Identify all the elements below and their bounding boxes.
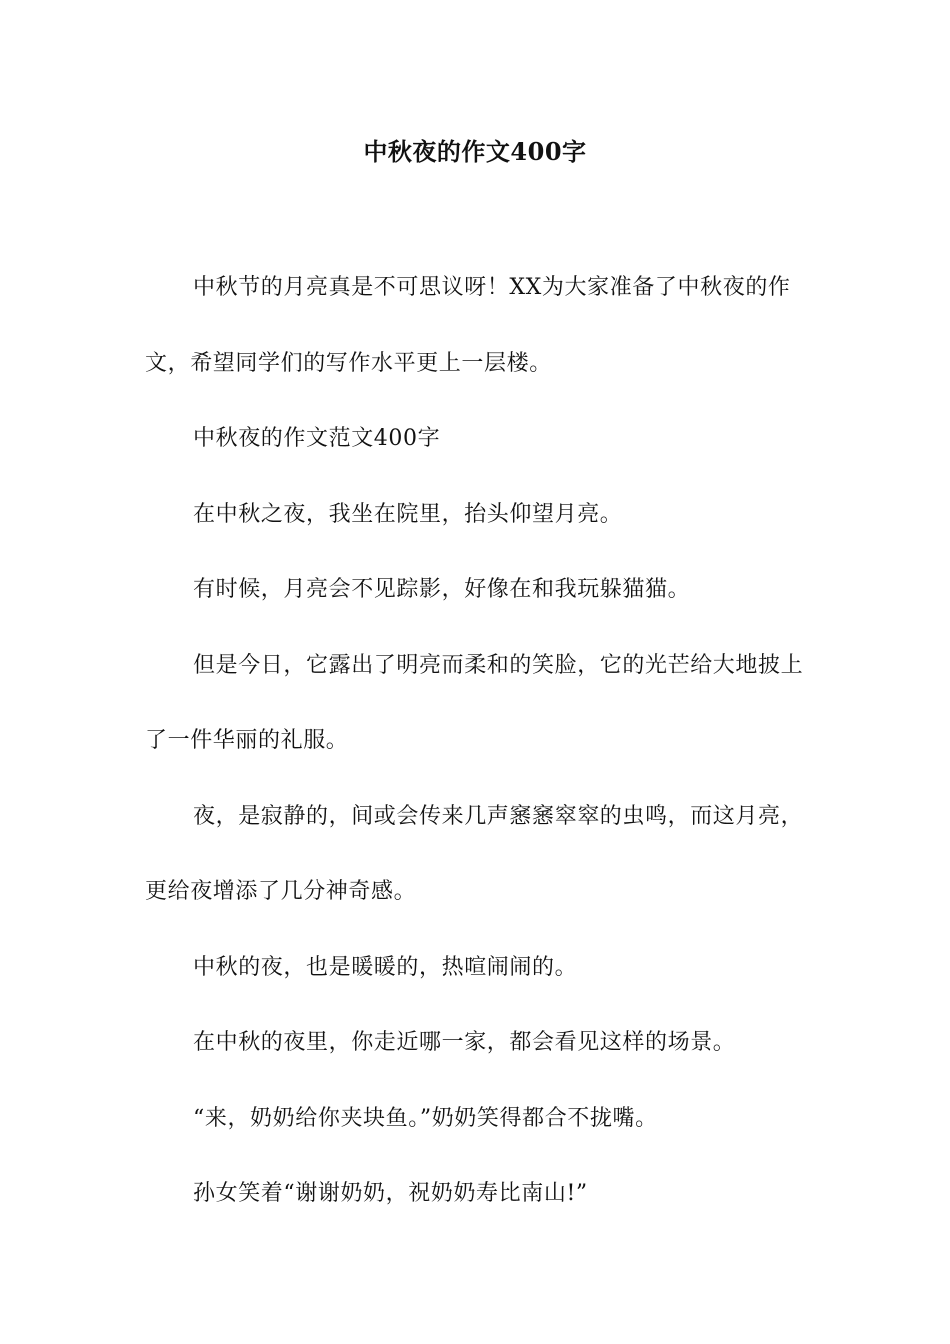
document-body: [145, 250, 810, 1232]
paragraph: 孙女笑着“谢谢奶奶，祝奶奶寿比南山!”: [193, 1181, 588, 1206]
document-title: 中秋夜的作文400字: [363, 137, 587, 166]
section-heading: 中秋夜的作文范文400字: [193, 426, 441, 451]
paragraph: 在中秋之夜，我坐在院里，抬头仰望月亮。: [193, 501, 623, 527]
paragraph: 中秋节的月亮真是不可思议呀！XX为大家准备了中秋夜的作文，希望同学们的写作水平更上一层楼。: [145, 275, 791, 376]
paragraph: “来，奶奶给你夹块鱼。”奶奶笑得都合不拢嘴。: [193, 1105, 658, 1131]
paragraph: 夜，是寂静的，间或会传来几声窸窸窣窣的虫鸣，而这月亮，更给夜增添了几分神奇感。: [145, 803, 804, 904]
paragraph: 在中秋的夜里，你走近哪一家，都会看见这样的场景。: [193, 1030, 736, 1055]
paragraph: 有时候，月亮会不见踪影，好像在和我玩躲猫猫。: [193, 577, 691, 602]
paragraph: 中秋的夜，也是暖暖的，热喧闹闹的。: [193, 954, 578, 980]
paragraph: 但是今日，它露出了明亮而柔和的笑脸，它的光芒给大地披上了一件华丽的礼服。: [145, 652, 804, 753]
